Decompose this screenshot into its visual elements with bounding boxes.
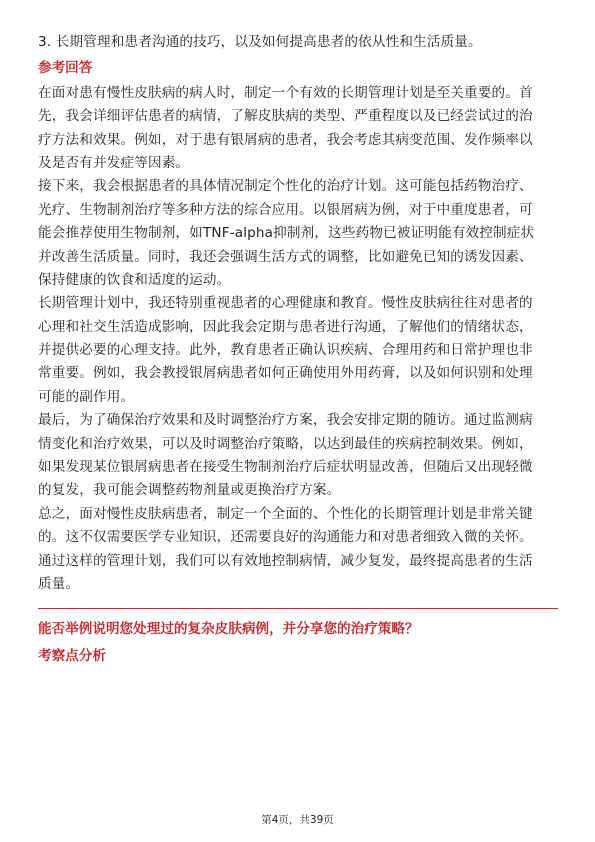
paragraph-line: 接下来，我会根据患者的具体情况制定个性化的治疗计划。这可能包括药物治疗、 — [38, 178, 533, 195]
paragraph-line: 保持健康的饮食和适度的运动。 — [38, 271, 231, 288]
paragraph-line: 如果发现某位银屑病患者在接受生物制剂治疗后症状明显改善，但随后又出现轻微 — [38, 459, 533, 476]
paragraph-line: 长期管理计划中，我还特别重视患者的心理健康和教育。慢性皮肤病往往对患者的 — [38, 295, 533, 312]
section-divider — [38, 608, 558, 609]
answer-paragraph-3 — [38, 292, 558, 409]
paragraph-line: 最后，为了确保治疗效果和及时调整治疗方案，我会安排定期的随访。通过监测病 — [38, 412, 533, 429]
question-text: 3. 长期管理和患者沟通的技巧，以及如何提高患者的依从性和生活质量。 — [38, 34, 482, 50]
answer-paragraph-1 — [38, 82, 558, 176]
paragraph-line: 并改善生活质量。同时，我还会强调生活方式的调整，比如避免已知的诱发因素、 — [38, 248, 533, 265]
paragraph-line: 在面对患有慢性皮肤病的病人时，制定一个有效的长期管理计划是至关重要的。首 — [38, 84, 533, 101]
paragraph-line: 先，我会详细评估患者的病情，了解皮肤病的类型、严重程度以及已经尝试过的治 — [38, 108, 533, 125]
analysis-heading: 考察点分析 — [38, 647, 106, 664]
answer-heading: 参考回答 — [38, 60, 93, 77]
paragraph-line: 常重要。例如，我会教授银屑病患者如何正确使用外用药膏，以及如何识别和处理 — [38, 365, 533, 382]
paragraph-line: 可能的副作用。 — [38, 388, 135, 405]
paragraph-line: 并提供必要的心理支持。此外，教育患者正确认识疾病、合理用药和日常护理也非 — [38, 342, 533, 359]
paragraph-line: 总之，面对慢性皮肤病患者，制定一个全面的、个性化的长期管理计划是非常关键 — [38, 505, 533, 522]
paragraph-line: 通过这样的管理计划，我们可以有效地控制病情，减少复发，最终提高患者的生活 — [38, 552, 533, 569]
next-question: 能否举例说明您处理过的复杂皮肤病例，并分享您的治疗策略？ — [38, 621, 419, 638]
paragraph-line: 疗方法和效果。例如，对于患有银屑病的患者，我会考虑其病变范围、发作频率以 — [38, 131, 533, 148]
page-footer: 第4页，共39页 — [261, 814, 334, 826]
paragraph-line: 及是否有并发症等因素。 — [38, 154, 190, 171]
answer-paragraph-2 — [38, 175, 558, 292]
answer-paragraph-4 — [38, 409, 558, 503]
paragraph-line: 能会推荐使用生物制剂，如TNF-alpha抑制剂，这些药物已被证明能有效控制症状 — [38, 225, 535, 242]
paragraph-line: 情变化和治疗效果，可以及时调整治疗策略，以达到最佳的疾病控制效果。例如， — [38, 435, 533, 452]
answer-paragraph-5 — [38, 503, 558, 597]
paragraph-line: 的。这不仅需要医学专业知识，还需要良好的沟通能力和对患者细致入微的关怀。 — [38, 529, 533, 546]
paragraph-line: 心理和社交生活造成影响，因此我会定期与患者进行沟通，了解他们的情绪状态， — [38, 318, 533, 335]
paragraph-line: 光疗、生物制剂治疗等多种方法的综合应用。以银屑病为例，对于中重度患者，可 — [38, 201, 533, 218]
page-content — [38, 31, 558, 668]
paragraph-line: 的复发，我可能会调整药物剂量或更换治疗方案。 — [38, 482, 341, 499]
paragraph-line: 质量。 — [38, 575, 80, 592]
